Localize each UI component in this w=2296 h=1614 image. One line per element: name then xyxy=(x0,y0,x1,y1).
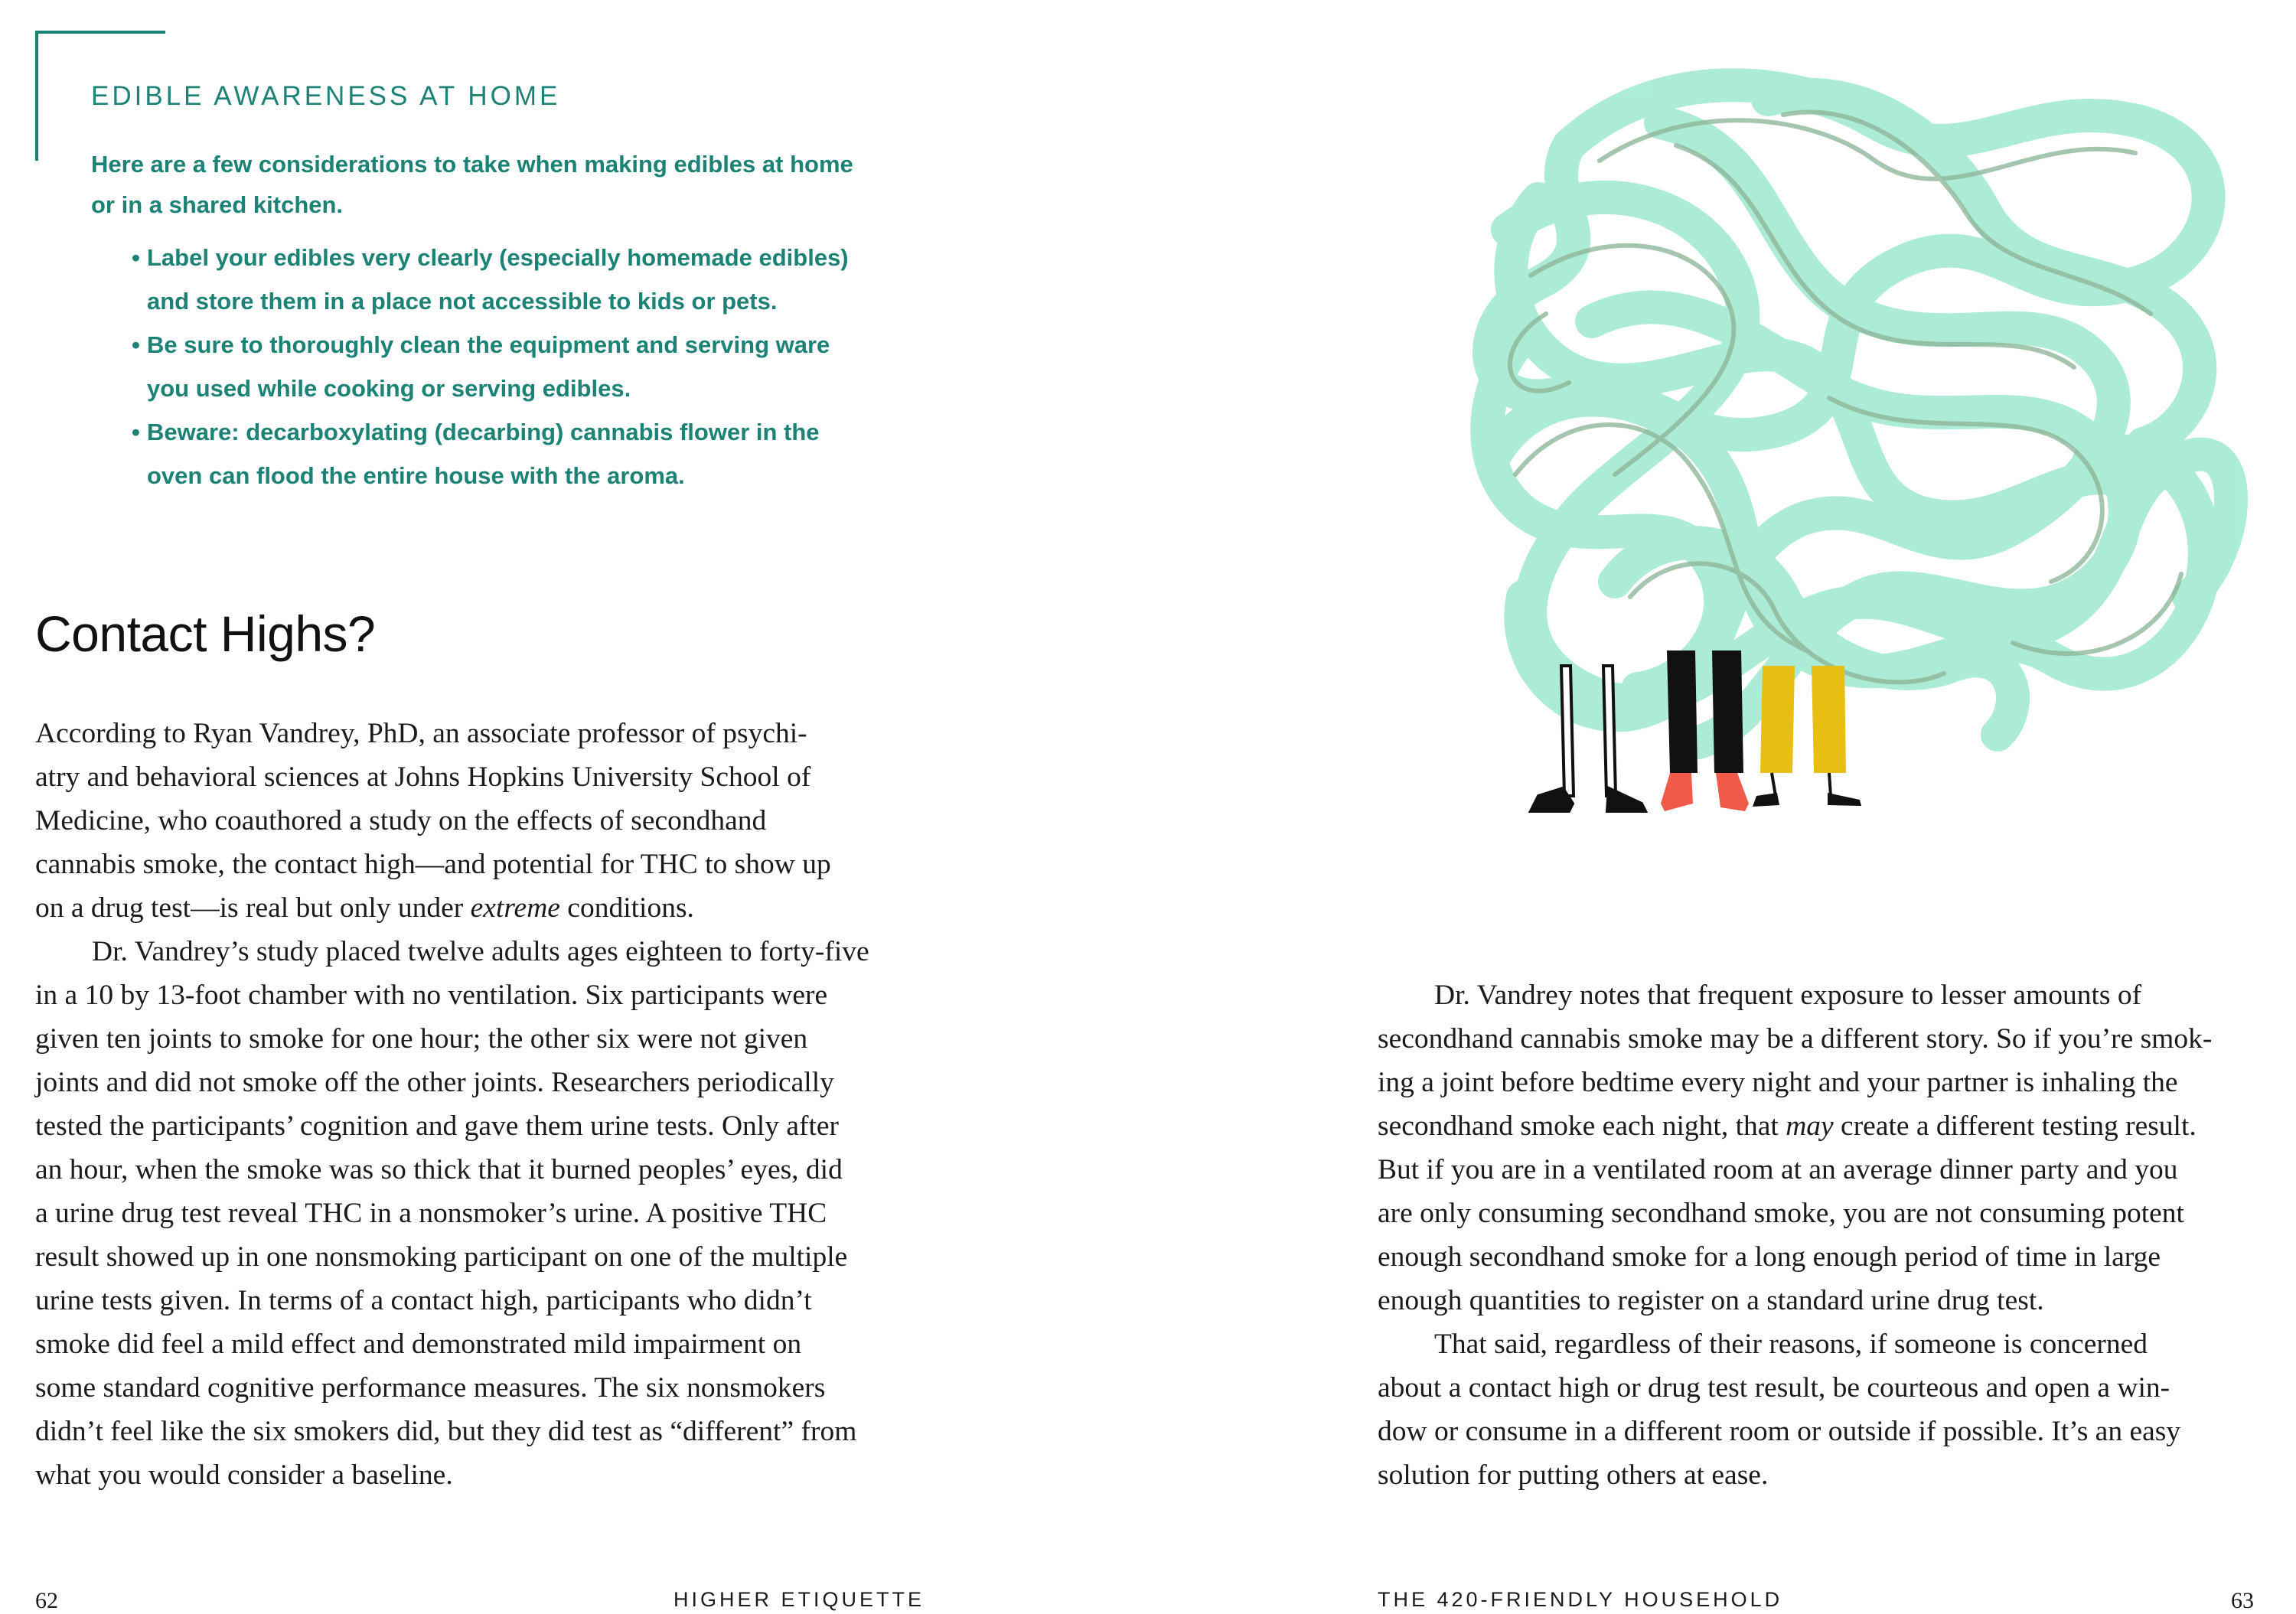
text-line: in a 10 by 13-foot chamber with no ventilation. Six participants were xyxy=(35,980,828,1011)
text-line: tested the participants’ cognition and gave them urine tests. Only after xyxy=(35,1110,840,1142)
list-item-line: oven can flood the entire house with the aroma. xyxy=(147,462,685,489)
paragraph xyxy=(35,712,915,930)
text-line: Dr. Vandrey’s study placed twelve adults ages eighteen to forty-five xyxy=(92,936,869,967)
text-line: Medicine, who coauthored a study on the effects of secondhand xyxy=(35,805,767,836)
sidebar-intro-line: Here are a few considerations to take when making edibles at home xyxy=(91,151,853,178)
text-line: cannabis smoke, the contact high—and potential for THC to show up xyxy=(35,849,831,880)
sidebar-intro-line: or in a shared kitchen. xyxy=(91,191,344,218)
text-line: are only consuming secondhand smoke, you are not consuming potent xyxy=(1378,1198,2184,1229)
sidebar-title: EDIBLE AWARENESS AT HOME xyxy=(91,81,561,111)
text-line: solution for putting others at ease. xyxy=(1378,1459,1769,1491)
text-line: enough secondhand smoke for a long enough period of time in large xyxy=(1378,1241,2161,1273)
paragraph xyxy=(1378,973,2258,1322)
text-line: some standard cognitive performance measures. The six nonsmokers xyxy=(35,1372,826,1404)
text-line: secondhand cannabis smoke may be a different story. So if you’re smok- xyxy=(1378,1023,2213,1055)
sidebar-intro xyxy=(91,144,918,225)
text-run: secondhand smoke each night, that xyxy=(1378,1110,1786,1142)
running-head: THE 420-FRIENDLY HOUSEHOLD xyxy=(1378,1588,1783,1611)
text-line: enough quantities to register on a standard urine drug test. xyxy=(1378,1285,2044,1316)
text-run: conditions. xyxy=(559,892,694,924)
sidebar-list xyxy=(132,236,943,497)
text-line: result showed up in one nonsmoking participant on one of the multiple xyxy=(35,1241,848,1273)
paragraph xyxy=(1378,1322,2258,1497)
list-item-line: Beware: decarboxylating (decarbing) cannabis flower in the xyxy=(147,419,820,445)
text-line: a urine drug test reveal THC in a nonsmoker’s urine. A positive THC xyxy=(35,1198,827,1229)
text-line: an hour, when the smoke was so thick that it burned peoples’ eyes, did xyxy=(35,1154,843,1185)
running-head: HIGHER ETIQUETTE xyxy=(673,1588,925,1611)
text-line: That said, regardless of their reasons, if someone is concerned xyxy=(1434,1329,2148,1360)
bullet-icon: • xyxy=(132,419,140,445)
left-body-text xyxy=(35,712,915,1497)
text-line: ing a joint before bedtime every night and your partner is inhaling the xyxy=(1378,1067,2178,1098)
text-line xyxy=(1378,1104,2258,1148)
list-item-line: Label your edibles very clearly (especially homemade edibles) xyxy=(147,244,849,271)
smoke-cloud xyxy=(1487,85,2231,742)
list-item-line: Be sure to thoroughly clean the equipment and serving ware xyxy=(147,331,830,358)
text-line xyxy=(35,886,915,930)
bullet-icon: • xyxy=(132,331,140,358)
right-page xyxy=(1148,0,2296,1613)
text-line: what you would consider a baseline. xyxy=(35,1459,453,1491)
text-line: dow or consume in a different room or outside if possible. It’s an easy xyxy=(1378,1416,2181,1447)
section-heading: Contact Highs? xyxy=(35,605,376,662)
page-number: 63 xyxy=(2231,1588,2254,1613)
sidebar-list-item xyxy=(132,236,943,323)
text-line: According to Ryan Vandrey, PhD, an associate professor of psychi- xyxy=(35,718,807,749)
text-run: on a drug test—is real but only under xyxy=(35,892,471,924)
emphasis: may xyxy=(1786,1110,1834,1142)
text-line: smoke did feel a mild effect and demonstrated mild impairment on xyxy=(35,1329,802,1360)
text-line: Dr. Vandrey notes that frequent exposure to lesser amounts of xyxy=(1434,980,2142,1011)
text-line: about a contact high or drug test result, be courteous and open a win- xyxy=(1378,1372,2170,1404)
text-line: atry and behavioral sciences at Johns Hopkins University School of xyxy=(35,761,811,793)
list-item-line: and store them in a place not accessible to kids or pets. xyxy=(147,288,778,315)
paragraph xyxy=(35,930,915,1497)
text-line: urine tests given. In terms of a contact high, participants who didn’t xyxy=(35,1285,812,1316)
sidebar-rule-top xyxy=(35,31,165,34)
text-run: create a different testing result. xyxy=(1833,1110,2197,1142)
text-line: But if you are in a ventilated room at an average dinner party and you xyxy=(1378,1154,2178,1185)
sidebar-list-item xyxy=(132,323,943,410)
text-line: given ten joints to smoke for one hour; the other six were not given xyxy=(35,1023,808,1055)
emphasis: extreme xyxy=(470,892,560,924)
list-item-line: you used while cooking or serving edibles. xyxy=(147,375,631,402)
left-page xyxy=(0,0,1148,1613)
bullet-icon: • xyxy=(132,244,140,271)
text-line: joints and did not smoke off the other joints. Researchers periodically xyxy=(35,1067,834,1098)
page-number: 62 xyxy=(35,1588,58,1613)
sidebar-rule-left xyxy=(35,31,38,161)
yellow-trousers-legs xyxy=(1753,666,1861,807)
smoke-cloud-with-legs-illustration xyxy=(1339,31,2258,895)
right-body-text xyxy=(1378,973,2258,1497)
text-line: didn’t feel like the six smokers did, but they did test as “different” from xyxy=(35,1416,857,1447)
sidebar-list-item xyxy=(132,410,943,497)
